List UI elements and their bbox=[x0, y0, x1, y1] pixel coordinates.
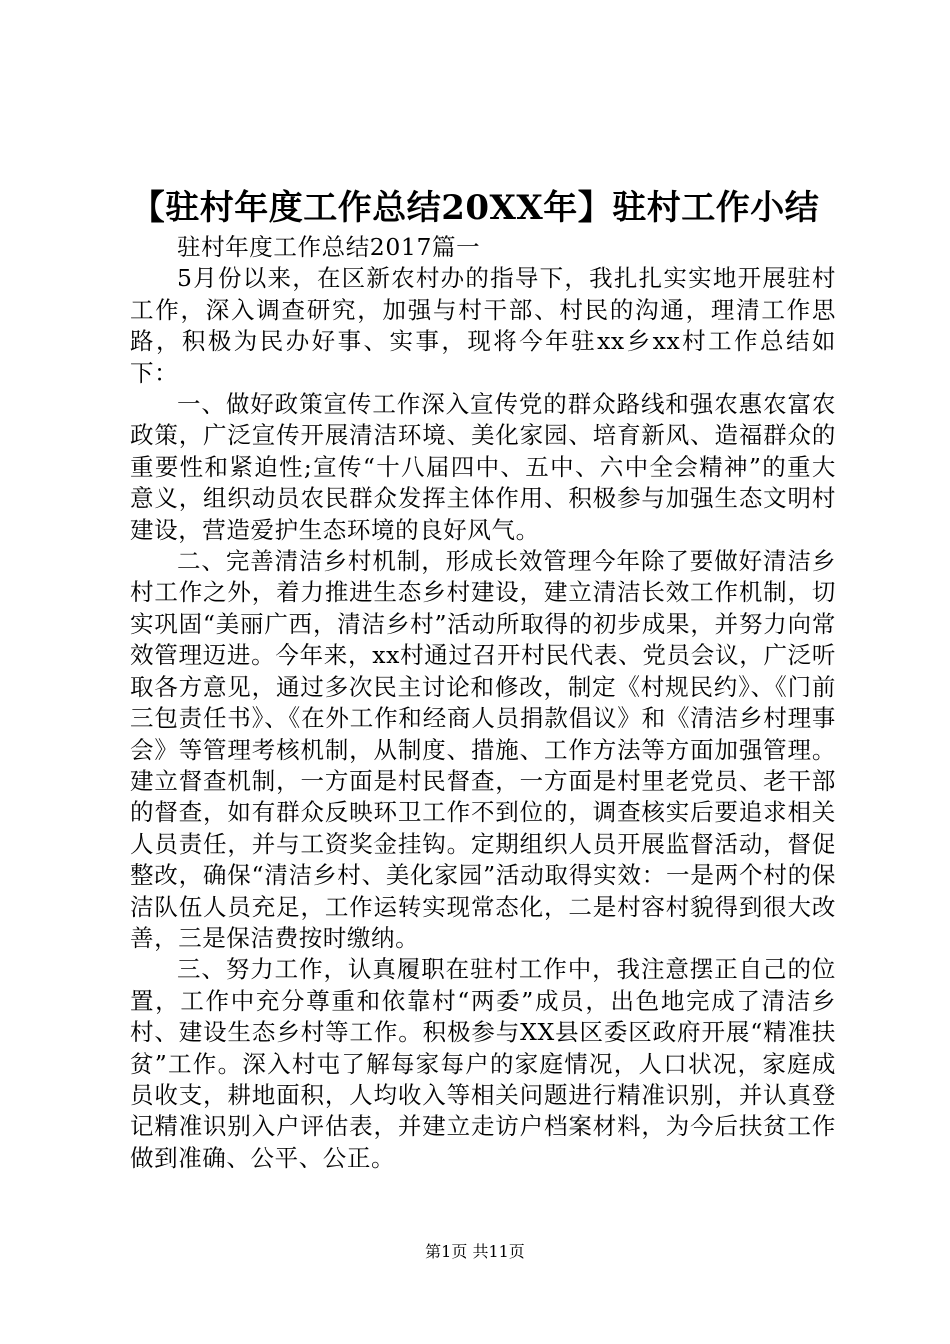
paragraph-work-duties: 三、努力工作，认真履职在驻村工作中，我注意摆正自己的位置，工作中充分尊重和依靠村“两委”成员，出色地完成了清洁乡村、建设生态乡村等工作。积极参与XX县区委区政府开展“精准扶贫”工作。深入村屯了解每家每户的家庭情况，人口状况，家庭成员收支，耕地面积，人均收入等相关问题进行精准识别，并认真登记精准识别入户评估表，并建立走访户档案材料，为今后扶贫工作做到准确、公平、公正。 bbox=[130, 955, 836, 1172]
paragraph-policy-publicity: 一、做好政策宣传工作深入宣传党的群众路线和强农惠农富农政策，广泛宣传开展清洁环境、美化家园、培育新风、造福群众的重要性和紧迫性;宣传“十八届四中、五中、六中全会精神”的重大意义，组织动员农民群众发挥主体作用、积极参与加强生态文明村建设，营造爱护生态环境的良好风气。 bbox=[130, 390, 836, 544]
document-body bbox=[130, 232, 836, 1174]
document-title: 【驻村年度工作总结20XX年】驻村工作小结 bbox=[130, 188, 820, 228]
section-heading: 驻村年度工作总结2017篇一 bbox=[177, 233, 481, 261]
paragraph-clean-village-mechanism: 二、完善清洁乡村机制，形成长效管理今年除了要做好清洁乡村工作之外，着力推进生态乡村建设，建立清洁长效工作机制，切实巩固“美丽广西，清洁乡村”活动所取得的初步成果，并努力向常效管理迈进。今年来，xx村通过召开村民代表、党员会议，广泛听取各方意见，通过多次民主讨论和修改，制定《村规民约》、《门前三包责任书》、《在外工作和经商人员捐款倡议》和《清洁乡村理事会》等管理考核机制，从制度、措施、工作方法等方面加强管理。建立督查机制，一方面是村民督查，一方面是村里老党员、老干部的督查，如有群众反映环卫工作不到位的，调查核实后要追求相关人员责任，并与工资奖金挂钩。定期组织人员开展监督活动，督促整改，确保“清洁乡村、美化家园”活动取得实效：一是两个村的保洁队伍人员充足，工作运转实现常态化，二是村容村貌得到很大改善，三是保洁费按时缴纳。 bbox=[130, 547, 836, 952]
intro-paragraph: 5月份以来，在区新农村办的指导下，我扎扎实实地开展驻村工作，深入调查研究，加强与村干部、村民的沟通，理清工作思路，积极为民办好事、实事，现将今年驻xx乡xx村工作总结如下： bbox=[130, 264, 836, 387]
page-number-footer: 第1页 共11页 bbox=[425, 1242, 525, 1261]
